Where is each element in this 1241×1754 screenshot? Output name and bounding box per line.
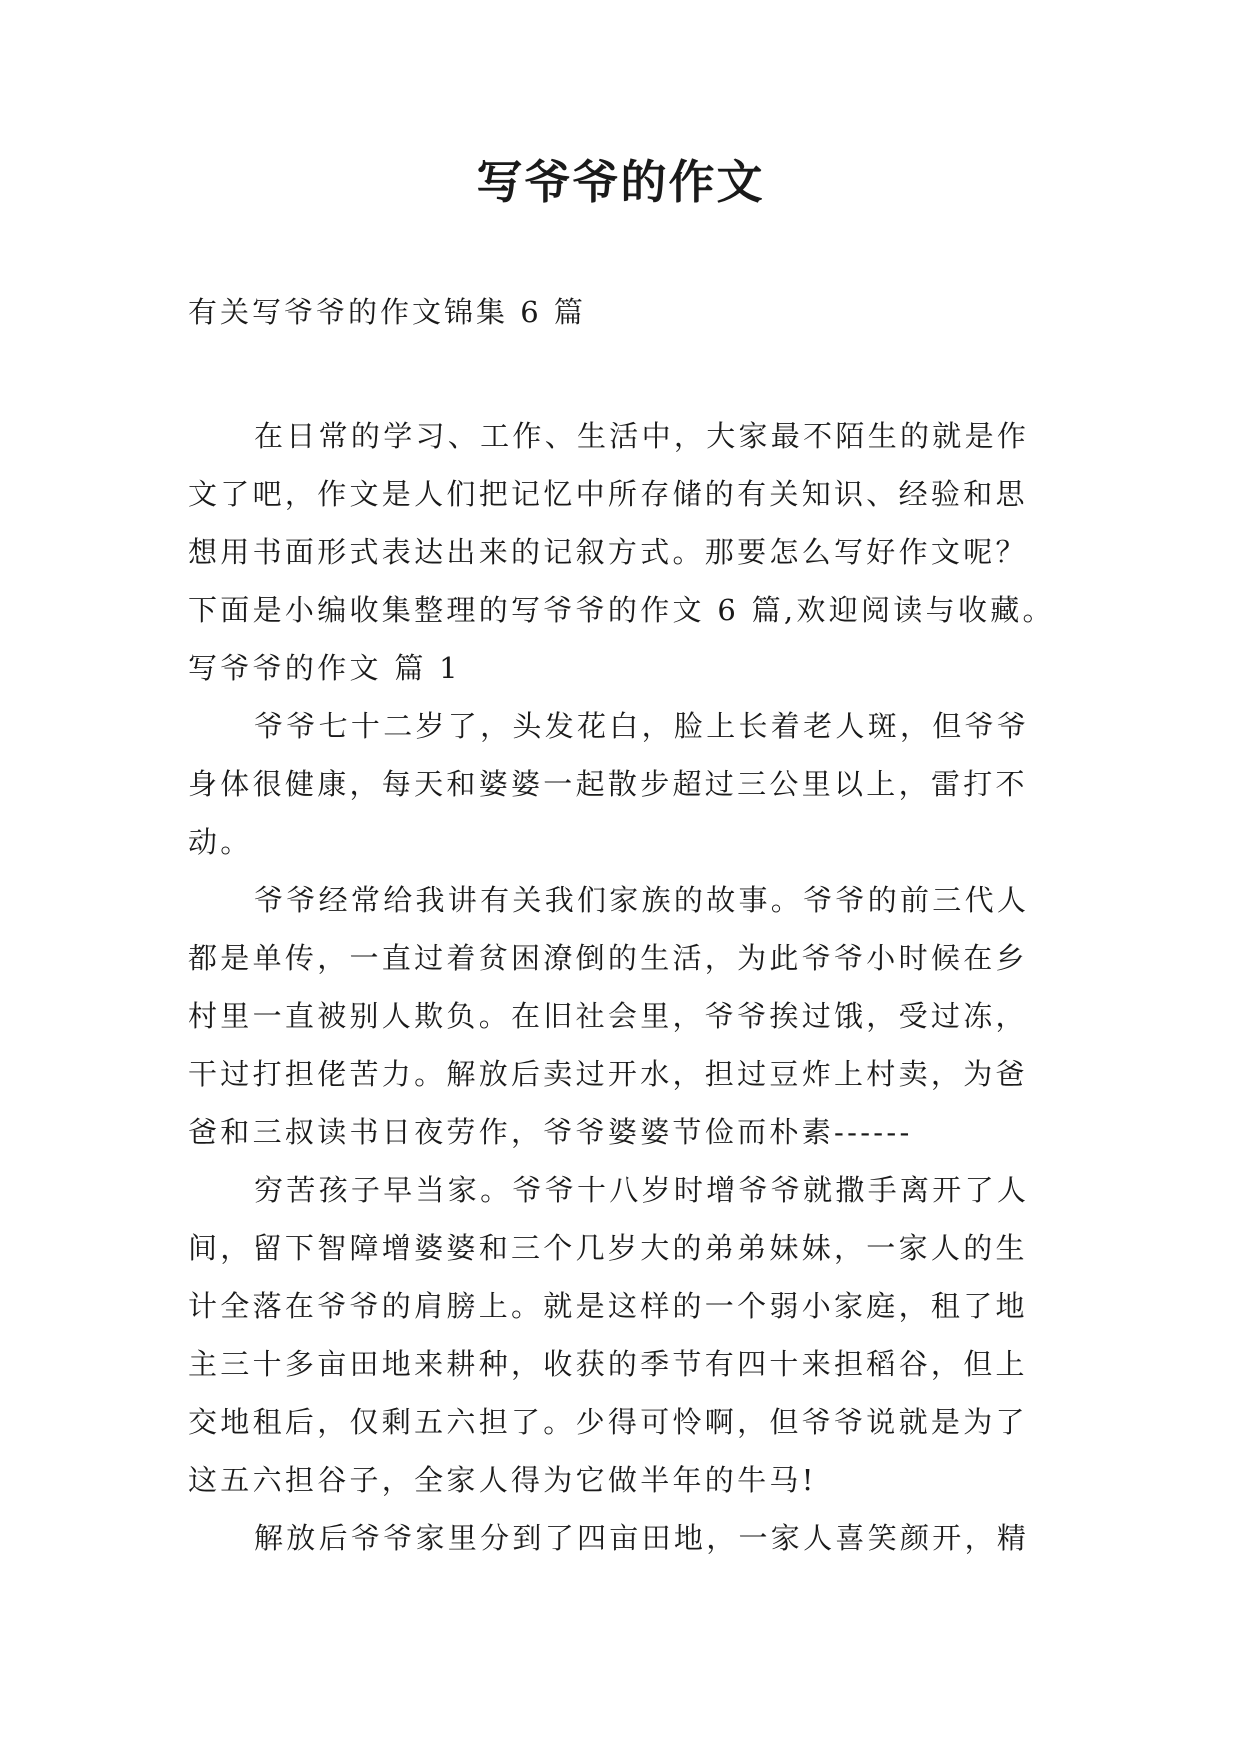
body-text-line: 计全落在爷爷的肩膀上。就是这样的一个弱小家庭，租了地 bbox=[188, 1289, 1028, 1323]
body-text-line: 村里一直被别人欺负。在旧社会里，爷爷挨过饿，受过冻， bbox=[188, 999, 1028, 1033]
body-text-line: 文了吧，作文是人们把记忆中所存储的有关知识、经验和思 bbox=[188, 477, 1028, 511]
body-text-line: 下面是小编收集整理的写爷爷的作文 6 篇,欢迎阅读与收藏。 bbox=[188, 593, 1055, 627]
document-subtitle: 有关写爷爷的作文锦集 6 篇 bbox=[188, 295, 586, 329]
body-text-line: 解放后爷爷家里分到了四亩田地，一家人喜笑颜开，精 bbox=[254, 1521, 1030, 1555]
body-text-line: 间，留下智障增婆婆和三个几岁大的弟弟妹妹，一家人的生 bbox=[188, 1231, 1028, 1265]
body-text-line: 在日常的学习、工作、生活中，大家最不陌生的就是作 bbox=[254, 419, 1030, 453]
body-text-line: 主三十多亩田地来耕种，收获的季节有四十来担稻谷，但上 bbox=[188, 1347, 1028, 1381]
document-body bbox=[188, 407, 1078, 1567]
body-text-line: 这五六担谷子，全家人得为它做半年的牛马! bbox=[188, 1463, 817, 1497]
body-text-line: 穷苦孩子早当家。爷爷十八岁时增爷爷就撒手离开了人 bbox=[254, 1173, 1030, 1207]
body-text-line: 干过打担佬苦力。解放后卖过开水，担过豆炸上村卖，为爸 bbox=[188, 1057, 1028, 1091]
body-text-line: 交地租后，仅剩五六担了。少得可怜啊，但爷爷说就是为了 bbox=[188, 1405, 1028, 1439]
document-title: 写爷爷的作文 bbox=[476, 155, 765, 209]
body-text-line: 动。 bbox=[188, 825, 253, 859]
body-text-line: 写爷爷的作文 篇 1 bbox=[188, 651, 461, 685]
body-text-line: 爷爷七十二岁了，头发花白，脸上长着老人斑，但爷爷 bbox=[254, 709, 1030, 743]
body-text-line: 想用书面形式表达出来的记叙方式。那要怎么写好作文呢？ bbox=[188, 535, 1028, 569]
body-text-line: 都是单传，一直过着贫困潦倒的生活，为此爷爷小时候在乡 bbox=[188, 941, 1028, 975]
body-text-line: 身体很健康，每天和婆婆一起散步超过三公里以上，雷打不 bbox=[188, 767, 1028, 801]
body-text-line: 爸和三叔读书日夜劳作，爷爷婆婆节俭而朴素------ bbox=[188, 1115, 913, 1149]
body-text-line: 爷爷经常给我讲有关我们家族的故事。爷爷的前三代人 bbox=[254, 883, 1030, 917]
